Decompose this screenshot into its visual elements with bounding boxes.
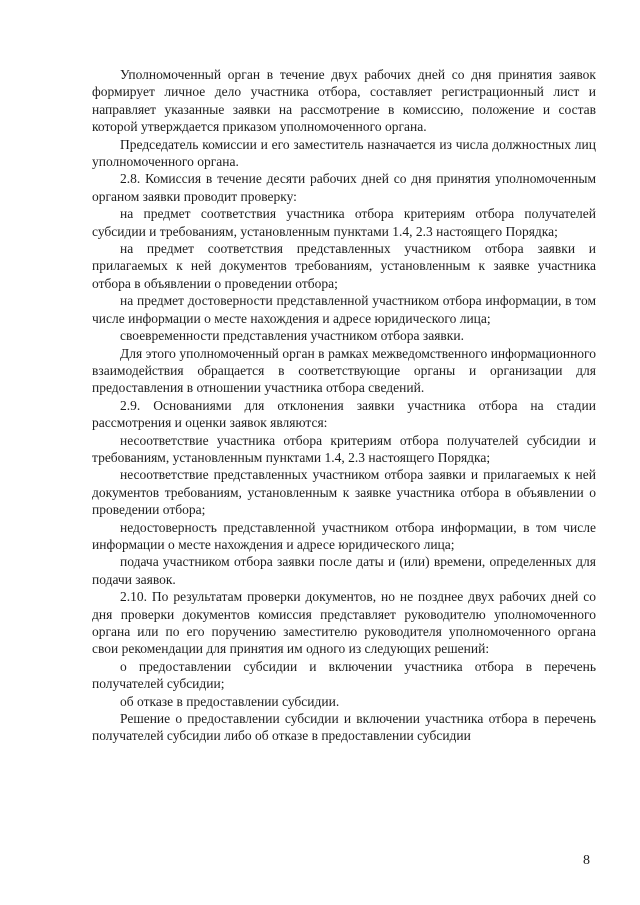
paragraph: Уполномоченный орган в течение двух рабочих дней со дня принятия заявок формирует личное дело участника отбора, составляет регистрационный лист и направляет указанные заявки на рассмотрение в комиссию, положение и состав которой утверждается приказом уполномоченного органа.	[92, 67, 596, 135]
paragraph: на предмет достоверности представленной участником отбора информации, в том числе информации о месте нахождения и адресе юридического лица;	[92, 293, 596, 326]
paragraph: своевременности представления участником отбора заявки.	[120, 328, 464, 344]
paragraph: 2.9. Основаниями для отклонения заявки участника отбора на стадии рассмотрения и оценки заявок являются:	[92, 397, 596, 431]
paragraph: об отказе в предоставлении субсидии.	[120, 693, 340, 709]
paragraph: на предмет соответствия участника отбора критериям отбора получателей субсидии и требованиям, установленным пунктами 1.4, 2.3 настоящего Порядка;	[92, 206, 596, 239]
paragraph: Решение о предоставлении субсидии и включении участника отбора в перечень получателей субсидии либо об отказе в предоставлении субсидии	[92, 711, 596, 744]
paragraph: 2.8. Комиссия в течение десяти рабочих дней со дня принятия уполномоченным органом заявки проводит проверку:	[92, 171, 596, 204]
paragraph: несоответствие участника отбора критериям отбора получателей субсидии и требованиям, установленным пунктами 1.4, 2.3 настоящего Порядка;	[92, 432, 596, 465]
page-number: 8	[583, 853, 590, 868]
paragraph: подача участником отбора заявки после даты и (или) времени, определенных для подачи заявок.	[92, 554, 596, 587]
paragraph: о предоставлении субсидии и включении участника отбора в перечень получателей субсидии;	[92, 658, 596, 692]
document-body	[92, 66, 596, 745]
paragraph: Для этого уполномоченный орган в рамках межведомственного информационного взаимодействия обращается в соответствующие органы и организации для предоставления в отношении участника отбора сведений.	[92, 345, 596, 396]
paragraph: Председатель комиссии и его заместитель назначается из числа должностных лиц уполномоченного органа.	[92, 136, 596, 170]
paragraph: недостоверность представленной участником отбора информации, в том числе информации о месте нахождения и адресе юридического лица;	[92, 519, 596, 552]
paragraph: несоответствие представленных участником отбора заявки и прилагаемых к ней документов требованиям, установленным к заявке участника отбора в объявлении о проведении отбора;	[92, 467, 596, 518]
paragraph: на предмет соответствия представленных участником отбора заявки и прилагаемых к ней документов требованиям, установленным к заявке участника отбора в объявлении о проведении отбора;	[92, 241, 596, 291]
paragraph: 2.10. По результатам проверки документов, но не позднее двух рабочих дней со дня проверки документов комиссия представляет руководителю уполномоченного органа или по его поручению заместителю руководителя уполномоченного органа свои рекомендации для принятия им одного из следующих решений:	[92, 589, 596, 657]
